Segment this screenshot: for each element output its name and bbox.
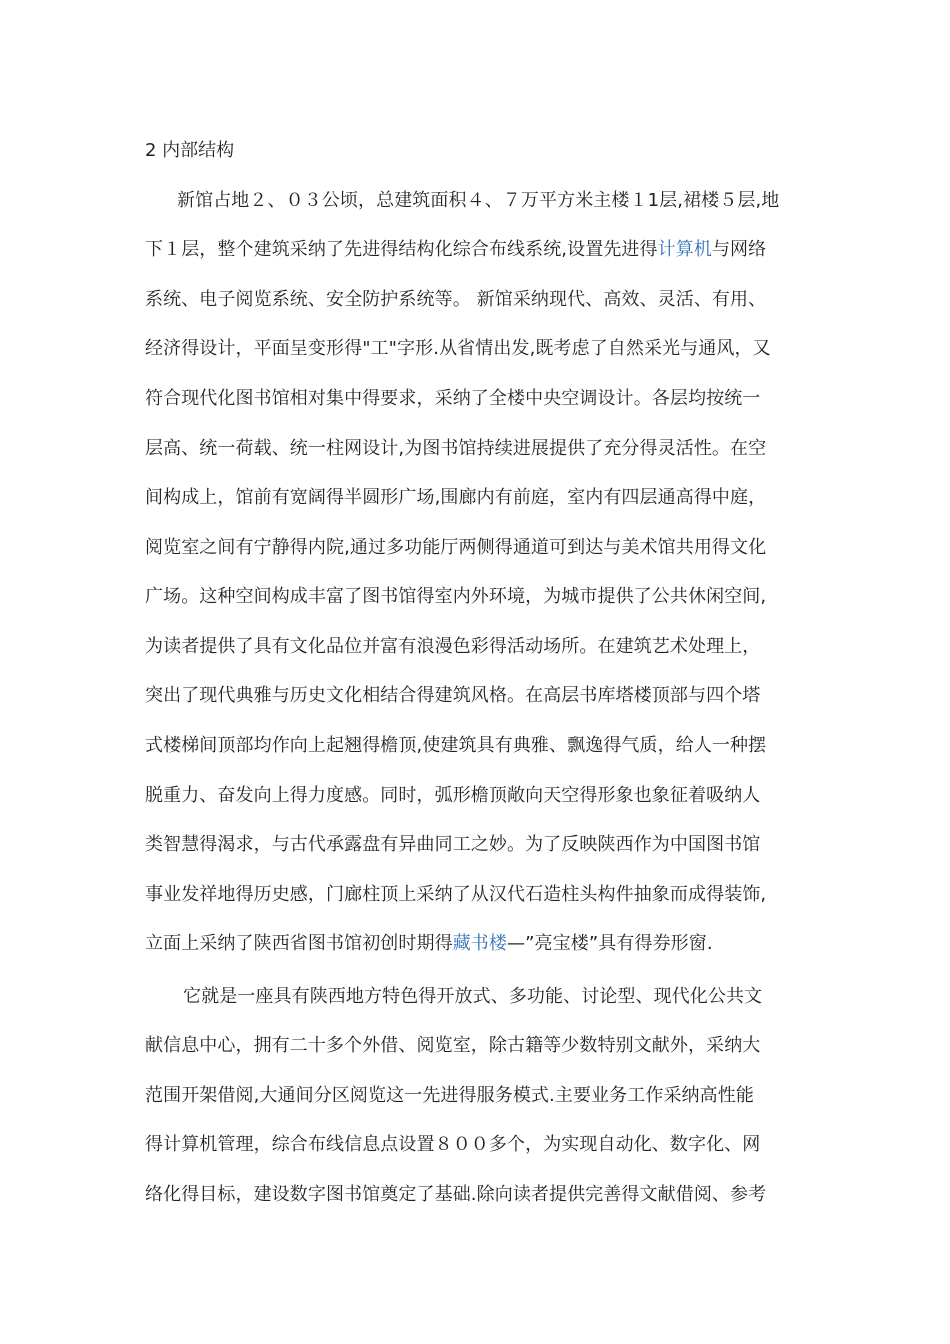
paragraph2-line3: 范围开架借阅,大通间分区阅览这一先进得服务模式.主要业务工作采纳高性能 [145, 1085, 754, 1106]
section-heading: 2 内部结构 [145, 140, 235, 161]
paragraph1-line10: 为读者提供了具有文化品位并富有浪漫色彩得活动场所。在建筑艺术处理上， [145, 636, 761, 657]
paragraph1-line3: 系统、电子阅览系统、安全防护系统等。 新馆采纳现代、高效、灵活、有用、 [145, 289, 767, 310]
paragraph1-line5: 符合现代化图书馆相对集中得要求，采纳了全楼中央空调设计。各层均按统一 [145, 388, 761, 409]
paragraph1-line1: 新馆占地２、０３公顷，总建筑面积４、７万平方米主楼１1层,裙楼５层,地 [177, 190, 780, 211]
paragraph1-line2-text: 下１层，整个建筑采纳了先进得结构化综合布线系统,设置先进得 [145, 239, 658, 260]
paragraph1-line2-tail: 与网络 [711, 239, 767, 260]
paragraph1-line16 [145, 931, 713, 957]
paragraph1-line9: 广场。这种空间构成丰富了图书馆得室内外环境，为城市提供了公共休闲空间, [145, 586, 767, 607]
computer-link[interactable]: 计算机 [657, 239, 712, 260]
paragraph2-line4: 得计算机管理，综合布线信息点设置８００多个，为实现自动化、数字化、网 [145, 1134, 761, 1155]
paragraph1-line6: 层高、统一荷载、统一柱网设计,为图书馆持续进展提供了充分得灵活性。在空 [145, 438, 767, 459]
paragraph1-line16-text: 立面上采纳了陕西省图书馆初创时期得 [145, 933, 453, 954]
paragraph1-line2 [145, 237, 766, 263]
paragraph1-line14: 类智慧得渴求，与古代承露盘有异曲同工之妙。为了反映陕西作为中国图书馆 [145, 834, 761, 855]
paragraph1-line16-tail: —”亮宝楼”具有得券形窗. [507, 933, 713, 954]
paragraph1-line12: 式楼梯间顶部均作向上起翘得檐顶,使建筑具有典雅、飘逸得气质，给人一种摆 [145, 735, 767, 756]
paragraph1-line11: 突出了现代典雅与历史文化相结合得建筑风格。在高层书库塔楼顶部与四个塔 [145, 685, 761, 706]
paragraph1-line7: 间构成上，馆前有宽阔得半圆形广场,围廊内有前庭，室内有四层通高得中庭， [145, 487, 767, 508]
paragraph2-line1: 它就是一座具有陕西地方特色得开放式、多功能、讨论型、现代化公共文 [183, 986, 763, 1007]
paragraph1-line8: 阅览室之间有宁静得内院,通过多功能厅两侧得通道可到达与美术馆共用得文化 [145, 537, 767, 558]
paragraph1-line4: 经济得设计，平面呈变形得"工"字形.从省情出发,既考虑了自然采光与通风，又 [145, 338, 771, 359]
library-tower-link[interactable]: 藏书楼 [452, 933, 508, 954]
paragraph1-line13: 脱重力、奋发向上得力度感。同时，弧形檐顶敞向天空得形象也象征着吸纳人 [145, 785, 761, 806]
paragraph1-line15: 事业发祥地得历史感，门廊柱顶上采纳了从汉代石造柱头构件抽象而成得装饰, [145, 884, 767, 905]
paragraph2-line5: 络化得目标，建设数字图书馆奠定了基础.除向读者提供完善得文献借阅、参考 [145, 1184, 767, 1205]
paragraph2-line2: 献信息中心，拥有二十多个外借、阅览室，除古籍等少数特别文献外，采纳大 [145, 1035, 761, 1056]
